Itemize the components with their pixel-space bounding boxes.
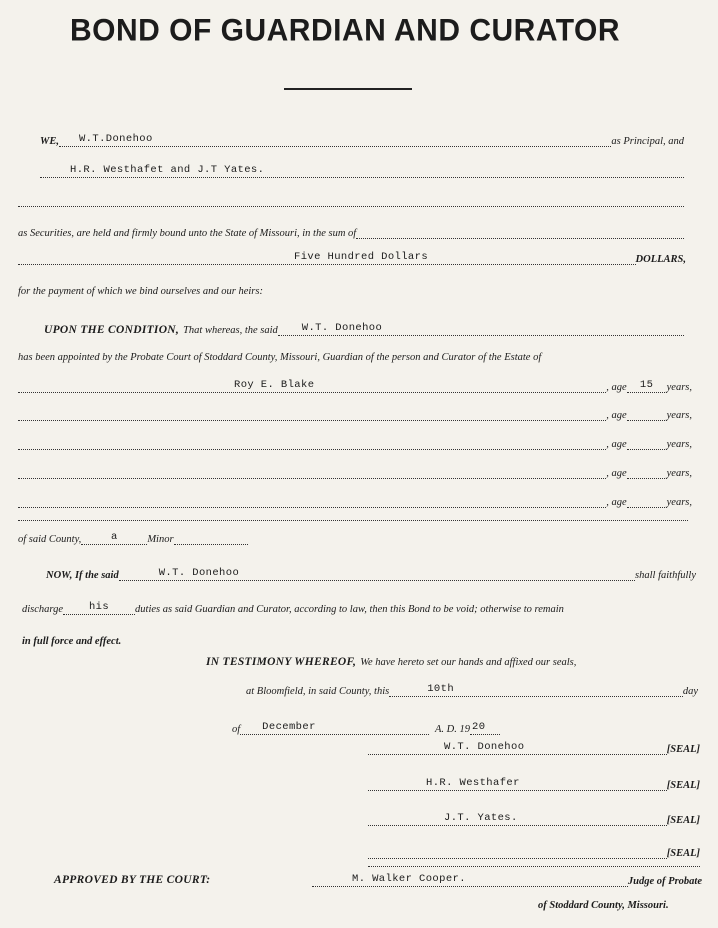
approved-label: APPROVED BY THE COURT: xyxy=(54,874,211,886)
ward-age: 15 xyxy=(639,379,654,391)
ward-name xyxy=(18,407,24,419)
sum-blank[interactable] xyxy=(356,226,684,239)
pronoun-field[interactable] xyxy=(63,602,135,615)
document-title: BOND OF GUARDIAN AND CURATOR xyxy=(69,13,621,48)
now-if-label: NOW, If the said xyxy=(46,570,119,581)
year-value: 20 xyxy=(472,721,486,733)
principal-field[interactable] xyxy=(59,134,611,147)
ward-name xyxy=(18,465,24,477)
full-force-text: in full force and effect. xyxy=(22,636,122,647)
of-stoddard-label: of Stoddard County, Missouri. xyxy=(538,900,669,911)
payment-line xyxy=(18,286,684,297)
years-label: years, xyxy=(666,468,692,479)
signature-field[interactable] xyxy=(368,742,667,755)
date-line xyxy=(232,722,500,735)
ward-name xyxy=(18,436,24,448)
sum-line xyxy=(18,252,686,265)
day-label: day xyxy=(682,686,698,697)
day-field[interactable] xyxy=(389,684,683,697)
signature-field[interactable] xyxy=(368,846,667,859)
county-line xyxy=(18,532,248,545)
years-label: years, xyxy=(666,410,692,421)
judge-line xyxy=(312,874,702,887)
appointed-line xyxy=(18,352,692,363)
full-force-line xyxy=(22,636,322,647)
years-label: years, xyxy=(666,382,692,393)
payment-text: for the payment of which we bind ourselves and our heirs: xyxy=(18,286,263,297)
judge-of-probate-label: Judge of Probate xyxy=(627,876,702,887)
ward-name-field[interactable] xyxy=(18,380,606,393)
signature-field[interactable] xyxy=(368,778,667,791)
signature-row xyxy=(368,778,700,791)
now-line xyxy=(46,568,696,581)
principal-name: W.T.Donehoo xyxy=(78,133,153,145)
ad-label: A. D. 19 xyxy=(435,724,470,735)
securities-field[interactable] xyxy=(40,165,684,178)
bloomfield-line xyxy=(246,684,698,697)
blank-line xyxy=(18,520,688,521)
now-name-field[interactable] xyxy=(119,568,635,581)
year-field[interactable] xyxy=(470,722,500,735)
shall-faithfully-label: shall faithfully xyxy=(635,570,696,581)
condition-line xyxy=(44,323,684,336)
county-article: a xyxy=(110,531,118,543)
seal-label: [SEAL] xyxy=(666,780,700,791)
securities-text: as Securities, are held and firmly bound unto the State of Missouri, in the sum of xyxy=(18,228,357,239)
article-field[interactable] xyxy=(81,532,147,545)
blank-line xyxy=(368,866,700,867)
dollars-label: DOLLARS, xyxy=(635,254,686,265)
day-value: 10th xyxy=(427,683,455,695)
guardian-field[interactable] xyxy=(278,323,684,336)
testimony-caps: IN TESTIMONY WHEREOF, xyxy=(206,656,357,668)
blank-line xyxy=(18,206,684,207)
ward-name-field[interactable] xyxy=(18,408,606,421)
age-label: , age xyxy=(606,382,627,393)
signature-row xyxy=(368,742,700,755)
signature-row xyxy=(368,813,700,826)
signature-row xyxy=(368,846,700,859)
of-label: of xyxy=(232,724,241,735)
ward-row xyxy=(18,495,692,508)
minor-label: Minor xyxy=(147,534,174,545)
guardian-name: W.T. Donehoo xyxy=(301,322,383,334)
age-label: , age xyxy=(606,468,627,479)
age-label: , age xyxy=(606,410,627,421)
month-field[interactable] xyxy=(240,722,429,735)
age-label: , age xyxy=(606,439,627,450)
sum-amount: Five Hundred Dollars xyxy=(294,251,429,263)
testimony-line xyxy=(206,656,700,668)
ward-row xyxy=(18,408,692,421)
judge-field[interactable] xyxy=(312,874,628,887)
signature-name xyxy=(368,845,374,857)
age-field[interactable] xyxy=(627,437,667,450)
ward-name-field[interactable] xyxy=(18,437,606,450)
at-bloomfield-text: at Bloomfield, in said County, this xyxy=(246,686,390,697)
age-label: , age xyxy=(606,497,627,508)
duties-text: duties as said Guardian and Curator, according to law, then this Bond to be void; otherwise to remain xyxy=(135,604,564,615)
age-field[interactable] xyxy=(627,408,667,421)
ward-name-field[interactable] xyxy=(18,466,606,479)
judge-name: M. Walker Cooper. xyxy=(352,873,466,885)
of-said-county-label: of said County, xyxy=(18,534,82,545)
age-field[interactable] xyxy=(627,466,667,479)
month-value: December xyxy=(262,721,316,733)
upon-condition-label: UPON THE CONDITION, xyxy=(44,324,180,336)
ward-row xyxy=(18,466,692,479)
ward-row xyxy=(18,380,692,393)
as-principal-label: as Principal, and xyxy=(611,136,684,147)
principal-line xyxy=(40,134,684,147)
signature-name: J.T. Yates. xyxy=(444,812,518,824)
ward-name-field[interactable] xyxy=(18,495,606,508)
age-field[interactable] xyxy=(627,380,667,393)
ward-row xyxy=(18,437,692,450)
his-label: his xyxy=(88,601,110,613)
securities-names: H.R. Westhafet and J.T Yates. xyxy=(70,164,265,176)
seal-label: [SEAL] xyxy=(666,815,700,826)
seal-label: [SEAL] xyxy=(666,848,700,859)
we-label: WE, xyxy=(40,136,59,147)
signature-name: W.T. Donehoo xyxy=(444,741,525,753)
discharge-line xyxy=(22,602,698,615)
ward-name: Roy E. Blake xyxy=(234,379,315,391)
county-footer-line xyxy=(538,900,708,911)
sum-field[interactable] xyxy=(18,252,636,265)
testimony-text: We have hereto set our hands and affixed our seals, xyxy=(360,657,577,668)
years-label: years, xyxy=(666,497,692,508)
minor-blank[interactable] xyxy=(174,532,248,545)
years-label: years, xyxy=(666,439,692,450)
discharge-label: discharge xyxy=(22,604,64,615)
that-whereas-label: That whereas, the said xyxy=(183,325,278,336)
approved-line xyxy=(54,874,254,886)
signature-name: H.R. Westhafer xyxy=(426,777,520,789)
age-field[interactable] xyxy=(627,495,667,508)
signature-field[interactable] xyxy=(368,813,667,826)
title-rule xyxy=(284,88,412,90)
securities-names-line xyxy=(40,165,684,178)
seal-label: [SEAL] xyxy=(666,744,700,755)
now-name: W.T. Donehoo xyxy=(158,567,240,579)
securities-line xyxy=(18,226,684,239)
ward-name xyxy=(18,494,24,506)
appointed-text: has been appointed by the Probate Court of Stoddard County, Missouri, Guardian of the person and Curator of the Estate of xyxy=(18,352,542,363)
